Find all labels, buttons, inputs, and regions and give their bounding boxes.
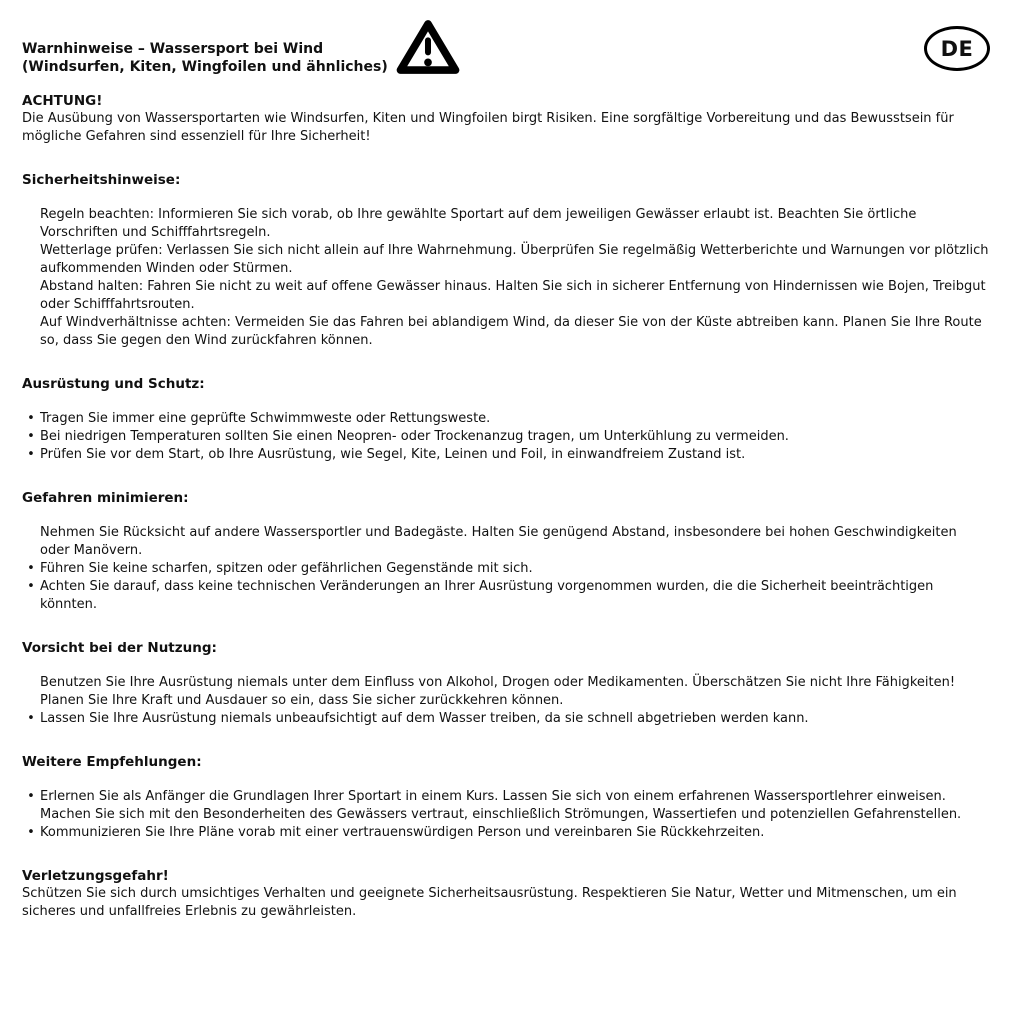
section-vorsicht-bei-der-nutzung (22, 639, 990, 728)
section-heading: Verletzungsgefahr! (22, 868, 169, 884)
list-item-text: Führen Sie keine scharfen, spitzen oder gefährlichen Gegenstände mit sich. (40, 561, 533, 576)
section-body (22, 524, 990, 614)
section-heading: Vorsicht bei der Nutzung: (22, 640, 217, 656)
list-item-text: Auf Windverhältnisse achten: Vermeiden Sie das Fahren bei ablandigem Wind, da dieser Sie von der Küste abtreiben kann. Planen Sie Ihre Route so, dass Sie gegen den Wind zurückfahren können. (40, 315, 982, 348)
bullet-list-item (22, 410, 990, 428)
document-header (22, 16, 990, 76)
section-sicherheitshinweise (22, 171, 990, 350)
list-item-text: Achten Sie darauf, dass keine technischen Veränderungen an Ihrer Ausrüstung vorgenommen wurden, die die Sicherheit beeinträchtigen könnten. (40, 579, 934, 612)
indented-list-item (22, 206, 990, 242)
list-item-text: Machen Sie sich mit den Besonderheiten des Gewässers vertraut, einschließlich Strömungen, Wassertiefen und potenziellen Gefahrenstellen. (40, 807, 962, 822)
section-body (22, 674, 990, 728)
indented-list-item (22, 278, 990, 314)
bullet-dot-icon: • (27, 825, 35, 840)
section-heading: ACHTUNG! (22, 93, 103, 109)
language-badge (924, 26, 990, 71)
page-title-line1: Warnhinweise – Wassersport bei Wind (22, 41, 324, 57)
bullet-list-item (22, 428, 990, 446)
list-item-text: Tragen Sie immer eine geprüfte Schwimmweste oder Rettungsweste. (40, 411, 491, 426)
list-item-text: Regeln beachten: Informieren Sie sich vorab, ob Ihre gewählte Sportart auf dem jeweiligen Gewässer erlaubt ist. Beachten Sie örtliche Vorschriften und Schifffahrtsregeln. (40, 207, 917, 240)
section-heading: Gefahren minimieren: (22, 490, 189, 506)
section-body (22, 110, 990, 146)
bullet-list-item (22, 446, 990, 464)
indented-list-item (22, 806, 990, 824)
section-heading: Weitere Empfehlungen: (22, 754, 202, 770)
indented-list-item (22, 674, 990, 710)
bullet-dot-icon: • (27, 447, 35, 462)
list-item-text: Lassen Sie Ihre Ausrüstung niemals unbeaufsichtigt auf dem Wasser treiben, da sie schnell abgetrieben werden kann. (40, 711, 809, 726)
section-achtung (22, 92, 990, 146)
list-item-text: Benutzen Sie Ihre Ausrüstung niemals unter dem Einfluss von Alkohol, Drogen oder Medikamenten. Überschätzen Sie nicht Ihre Fähigkeiten! Planen Sie Ihre Kraft und Ausdauer so ein, dass Sie sicher zurückkehren können. (40, 675, 956, 708)
section-heading: Sicherheitshinweise: (22, 172, 181, 188)
section-ausr-stung-und-schutz (22, 375, 990, 464)
bullet-list-item (22, 560, 990, 578)
bullet-list-item (22, 788, 990, 806)
list-item-text: Kommunizieren Sie Ihre Pläne vorab mit einer vertrauenswürdigen Person und vereinbaren Sie Rückkehrzeiten. (40, 825, 765, 840)
list-item-text: Prüfen Sie vor dem Start, ob Ihre Ausrüstung, wie Segel, Kite, Leinen und Foil, in einwandfreiem Zustand ist. (40, 447, 746, 462)
section-gefahren-minimieren (22, 489, 990, 614)
list-item-text: Nehmen Sie Rücksicht auf andere Wassersportler und Badegäste. Halten Sie genügend Abstand, insbesondere bei hohen Geschwindigkeiten oder Manövern. (40, 525, 957, 558)
language-badge-label: DE (940, 36, 974, 61)
list-item-text: Erlernen Sie als Anfänger die Grundlagen Ihrer Sportart in einem Kurs. Lassen Sie sich von einem erfahrenen Wassersportlehrer einweisen. (40, 789, 946, 804)
document-body (22, 92, 990, 921)
section-body (22, 206, 990, 350)
bullet-list-item (22, 710, 990, 728)
section-body (22, 885, 990, 921)
bullet-dot-icon: • (27, 561, 35, 576)
paragraph: Schützen Sie sich durch umsichtiges Verhalten und geeignete Sicherheitsausrüstung. Respektieren Sie Natur, Wetter und Mitmenschen, um ein sicheres und unfallfreies Erlebnis zu gewährleisten. (22, 886, 957, 919)
warning-triangle-exclamation-icon (396, 18, 460, 76)
paragraph: Die Ausübung von Wassersportarten wie Windsurfen, Kiten und Wingfoilen birgt Risiken. Eine sorgfältige Vorbereitung und das Bewusstsein für mögliche Gefahren sind essenziell für Ihre Sicherheit! (22, 111, 954, 144)
page-title-line2: (Windsurfen, Kiten, Wingfoilen und ähnliches) (22, 59, 388, 75)
bullet-dot-icon: • (27, 711, 35, 726)
bullet-dot-icon: • (27, 411, 35, 426)
list-item-text: Bei niedrigen Temperaturen sollten Sie einen Neopren- oder Trockenanzug tragen, um Unterkühlung zu vermeiden. (40, 429, 789, 444)
bullet-dot-icon: • (27, 579, 35, 594)
bullet-dot-icon: • (27, 429, 35, 444)
indented-list-item (22, 524, 990, 560)
bullet-list-item (22, 578, 990, 614)
section-heading: Ausrüstung und Schutz: (22, 376, 205, 392)
list-item-text: Wetterlage prüfen: Verlassen Sie sich nicht allein auf Ihre Wahrnehmung. Überprüfen Sie regelmäßig Wetterberichte und Warnungen vor plötzlich aufkommenden Winden oder Stürmen. (40, 243, 989, 276)
section-body (22, 788, 990, 842)
bullet-dot-icon: • (27, 789, 35, 804)
section-weitere-empfehlungen (22, 753, 990, 842)
list-item-text: Abstand halten: Fahren Sie nicht zu weit auf offene Gewässer hinaus. Halten Sie sich in sicherer Entfernung von Hindernissen wie Bojen, Treibgut oder Schifffahrtsrouten. (40, 279, 986, 312)
page-title (22, 16, 388, 76)
indented-list-item (22, 314, 990, 350)
section-verletzungsgefahr (22, 867, 990, 921)
indented-list-item (22, 242, 990, 278)
bullet-list-item (22, 824, 990, 842)
section-body (22, 410, 990, 464)
